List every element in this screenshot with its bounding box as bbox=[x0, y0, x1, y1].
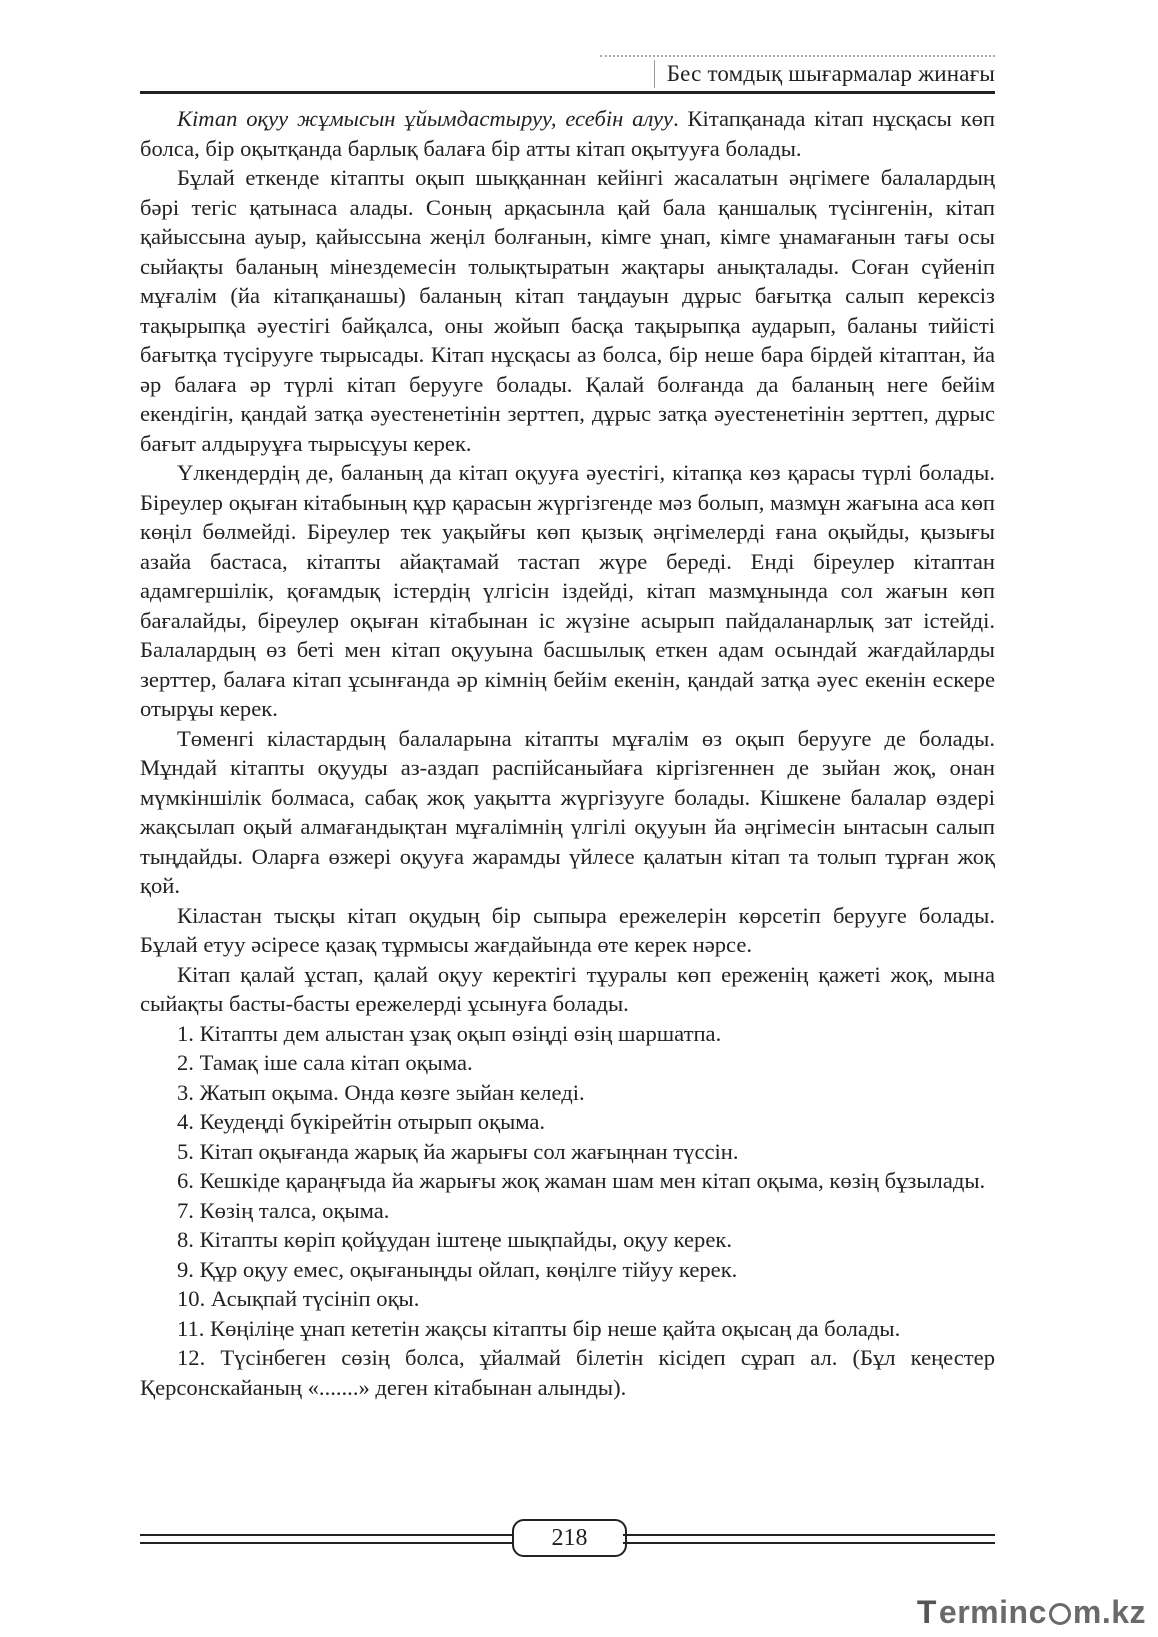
magnifier-icon bbox=[1049, 1603, 1071, 1625]
page-body bbox=[140, 104, 995, 1402]
rule-item: 5. Кітап оқығанда жарық йа жарығы сол жағыңнан түссін. bbox=[177, 1138, 739, 1164]
rule-item: 7. Көзің талса, оқыма. bbox=[177, 1197, 390, 1223]
watermark-text-end: m.kz bbox=[1072, 1594, 1146, 1630]
watermark-text-start: erminc bbox=[938, 1594, 1047, 1630]
running-header bbox=[140, 52, 995, 94]
rule-item: 3. Жатып оқыма. Онда көзге зыйан келеді. bbox=[177, 1079, 585, 1105]
rule-item: 8. Кітапты көріп қойұудан іштеңе шықпайды, оқуу керек. bbox=[177, 1227, 732, 1252]
footer-rule-right bbox=[623, 1534, 995, 1544]
rule-item: 4. Кеудеңді бүкірейтін отырып оқыма. bbox=[177, 1109, 546, 1134]
header-dotted-rule bbox=[600, 55, 995, 57]
rule-item: 10. Асықпай түсініп оқы. bbox=[177, 1286, 420, 1311]
lead-text: . Кітапқанада кітап нұсқасы көп болса, бір оқытқанда барлық балаға бір атты кітап оқытууға болады. bbox=[140, 106, 995, 161]
rule-item: 1. Кітапты дем алыстан ұзақ оқып өзіңді өзің шаршатпа. bbox=[177, 1020, 722, 1046]
paragraph: Төменгі кіластардың балаларына кітапты мұғалім өз оқып берууге де болады. Мұндай кітапты оқууды аз-аздап распійсаныйаға кіргізгеннен де зыйан жоқ, онан мүмкіншілік болмаса, сабақ жоқ уақытта жүргізууге болады. Кішкене балалар өздері жақсылап оқый алмағандықтан мұғалімнің үлгілі оқууын йа әңгімесін ынтасын салып тыңдайды. Оларға өзжері оқууға жарамды үйлесе қалатын кітап та толып тұрған жоқ қой. bbox=[140, 725, 995, 898]
rule-item: 12. Түсінбеген сөзің болса, ұйалмай білетін кісідеп сұрап ал. (Бұл кеңестер Қерсонскайаның «.......» деген кітабынан алынды). bbox=[140, 1345, 995, 1400]
footer-rule-left bbox=[140, 1534, 512, 1544]
rule-item: 9. Құр оқуу емес, оқығаныңды ойлап, көңілге тійуу керек. bbox=[177, 1256, 738, 1282]
paragraph: Кіластан тысқы кітап оқудың бір сыпыра ережелерін көрсетіп берууге болады. Бұлай етуу әсіресе қазақ тұрмысы жағдайында өте керек нәрсе. bbox=[140, 902, 995, 957]
rule-item: 2. Тамақ іше сала кітап оқыма. bbox=[177, 1050, 473, 1075]
paragraph: Бұлай еткенде кітапты оқып шыққаннан кейінгі жасалатын әңгімеге балалардың бәрі тегіс қатынаса алады. Соның арқасынла қай бала қаншалық түсінгенін, кітап қайыссына ауыр, қайыссына жеңіл болғанын, кімге ұнап, кімге ұнамағанын тағы осы сыйақты баланың мінездемесін толықтыратын жақтары анықталады. Соған сүйеніп мұғалім (йа кітапқанашы) баланың кітап таңдауын дұрыс бағытқа салып керексіз тақырыпқа әуестігі байқалса, оны жойып басқа тақырыпқа аударып, баланы тийісті бағытқа түсірууге тырысады. Кітап нұсқасы аз болса, бір неше бара бірдей кітаптан, йа әр балаға әр түрлі кітап беруугe болады. Қалай болғанда да баланың неге бейім екендігін, қандай затқа әуестенетінін зерттеп, дұрыс затқа әуестенетінін зерттеп, дұрыс бағыт алдыруұға тырысұуы керек. bbox=[140, 165, 995, 456]
watermark-logo bbox=[917, 1594, 1146, 1631]
paragraph: Үлкендердің де, баланың да кітап оқууға әуестігі, кітапқа көз қарасы түрлі болады. Біреулер оқыған кітабының құр қарасын жүргізгенде мәз болып, мазмұн жағына аса көп көңіл бөлмейді. Біреулер тек уақыйғы көп қызық әңгімелерді ғана оқыйды, қызығы азайа бастаса, кітапты айақтамай тастап жүре береді. Енді біреулер кітаптан адамгершілік, қоғамдық істердің үлгісін іздейді, кітап мазмұнында сол жағын көп бағалайды, біреулер оқыған кітабынан іс жүзіне асырып пайдаланарлық зат істейді. Балалардың өз беті мен кітап оқууына басшылық еткен адам осындай жағдайларды зерттер, балаға кітап ұсынғанда әр кімнің бейім екенін, қандай затқа әуес екенін ескере отырұы керек. bbox=[140, 460, 995, 721]
header-rule bbox=[140, 91, 995, 94]
paragraph: Кітап қалай ұстап, қалай оқуу керектігі тұуралы көп ереженің қажеті жоқ, мына сыйақты басты-басты ережелерді ұсынуға болады. bbox=[140, 961, 995, 1016]
lead-paragraph bbox=[140, 104, 995, 163]
watermark-prefix: T bbox=[916, 1594, 937, 1630]
page-footer bbox=[140, 1517, 995, 1557]
lead-italic-title: Кітап оқуу жұмысын ұйымдастыруу, есебін алуу bbox=[177, 106, 674, 131]
rule-item: 6. Кешкіде қараңғыда йа жарығы жоқ жаман шам мен кітап оқыма, көзің бұзылады. bbox=[177, 1168, 986, 1193]
header-title: Бес томдық шығармалар жинағы bbox=[654, 60, 995, 88]
rule-item: 11. Көңіліңе ұнап кететін жақсы кітапты бір неше қайта оқысаң да болады. bbox=[177, 1315, 901, 1341]
page-number: 218 bbox=[512, 1519, 627, 1557]
